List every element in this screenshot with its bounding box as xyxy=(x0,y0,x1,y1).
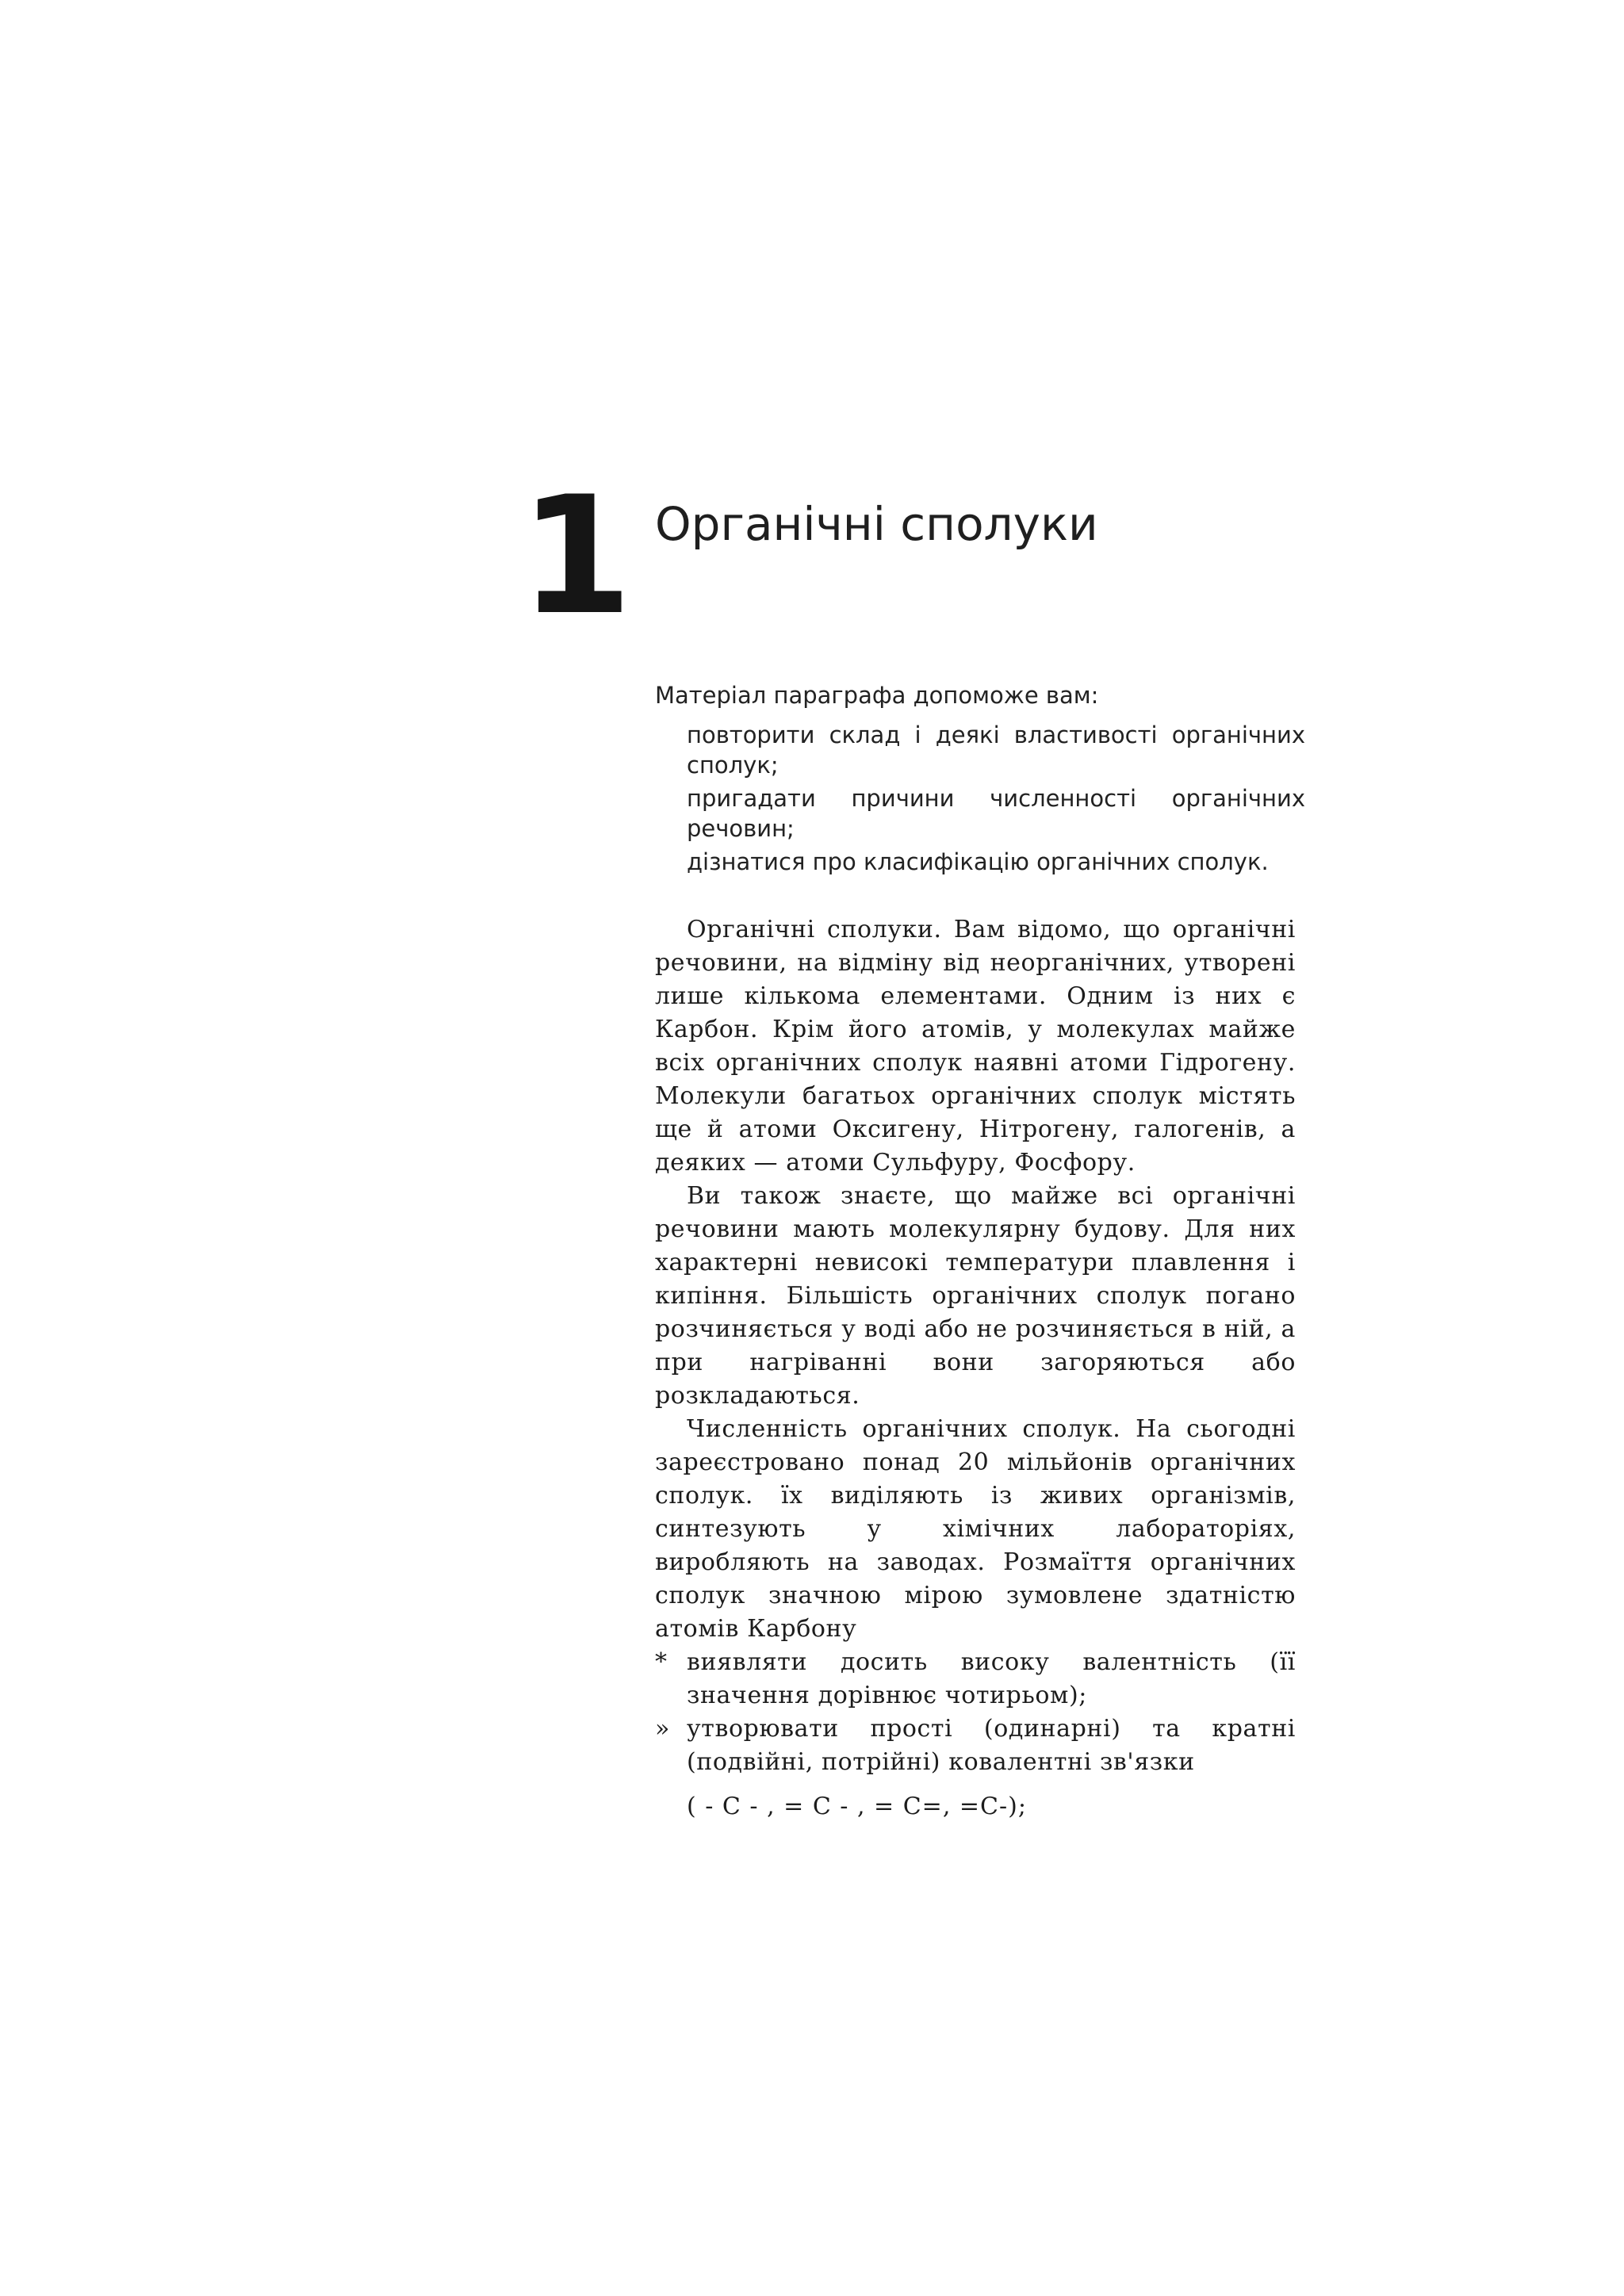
bullet-marker: » xyxy=(655,1715,670,1743)
list-item-text: виявляти досить високу валентність (її значення дорівнює чотирьом); xyxy=(687,1648,1296,1709)
goals-list xyxy=(655,720,1305,877)
paragraph-number-of-compounds: Численність органічних сполук. На сьогодні зареєстровано понад 20 мільйонів органічних сполук. їх виділяють із живих організмів, синтезують у хімічних лабораторіях, виробляють на заводах. Розмаїття органічних сполук значною мірою зумовлене здатністю атомів Карбону xyxy=(655,1415,1296,1643)
carbon-abilities-list xyxy=(655,1646,1296,1779)
paragraph-organic-compounds: Органічні сполуки. Вам відомо, що органічні речовини, на відміну від неорганічних, утворені лише кількома елементами. Одним із них є Карбон. Крім його атомів, у молекулах майже всіх органічних сполук наявні атоми Гідрогену. Молекули багатьох органічних сполук містять ще й атоми Оксигену, Нітрогену, галогенів, а деяких — атоми Сульфуру, Фосфору. xyxy=(655,916,1296,1177)
chapter-number: 1 xyxy=(519,462,633,651)
goal-item: повторити склад і деякі властивості органічних сполук; xyxy=(687,721,1305,779)
list-item-text: утворювати прості (одинарні) та кратні (подвійні, потрійні) ковалентні зв'язки xyxy=(687,1715,1296,1776)
body-text xyxy=(655,913,1296,1823)
goal-item: дізнатися про класифікацію органічних сполук. xyxy=(687,848,1269,875)
learning-goals xyxy=(655,680,1305,880)
goals-intro: Матеріал параграфа допоможе вам: xyxy=(655,682,1099,709)
bond-formula: ( - С - , = С - , = С=, =С-); xyxy=(687,1793,1027,1820)
bullet-marker: * xyxy=(655,1648,668,1676)
chapter-title: Органічні сполуки xyxy=(655,497,1098,551)
list-item xyxy=(655,1646,1296,1712)
paragraph-properties: Ви також знаєте, що майже всі органічні речовини мають молекулярну будову. Для них характерні невисокі температури плавлення і кипіння. Більшість органічних сполук погано розчиняється у воді або не розчиняється в ній, а при нагріванні вони загоряються або розкладаються. xyxy=(655,1182,1296,1410)
goal-item: пригадати причини численності органічних речовин; xyxy=(687,785,1305,842)
list-item xyxy=(655,1712,1296,1779)
